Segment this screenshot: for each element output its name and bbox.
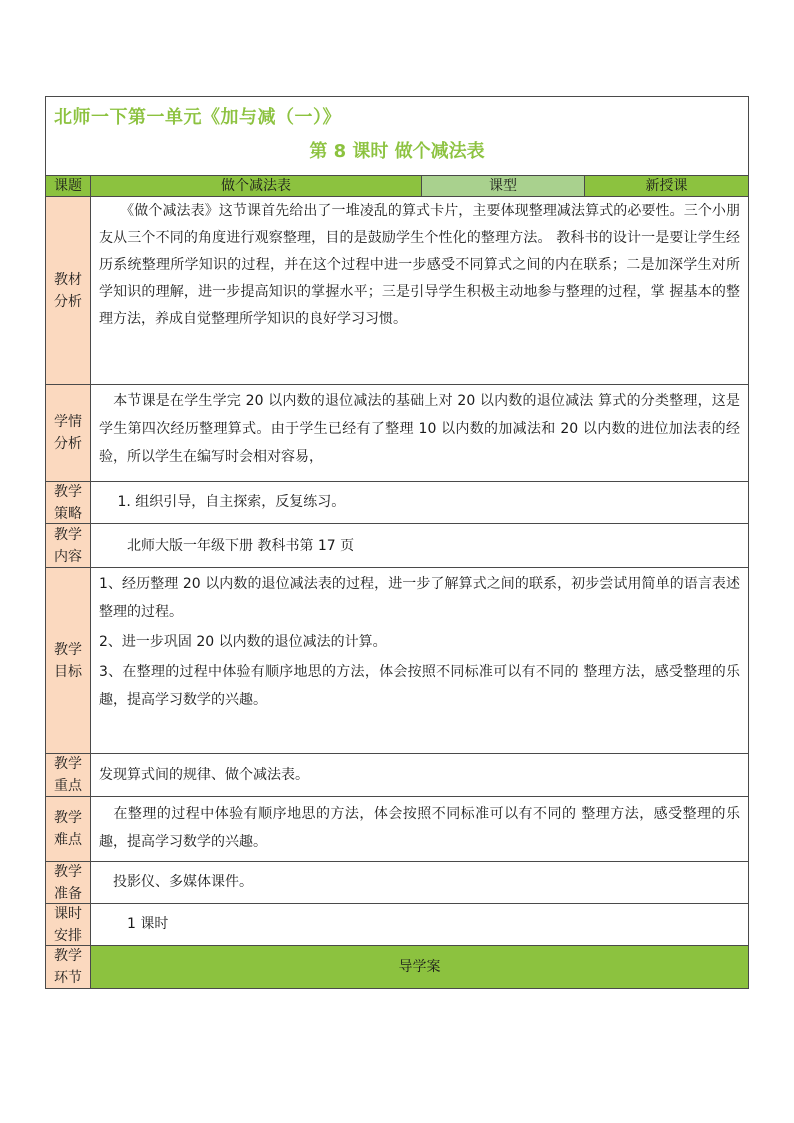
- section-content: [91, 524, 748, 567]
- section-paragraph: 发现算式间的规律、做个减法表。: [99, 767, 309, 783]
- section-paragraph: 1、经历整理 20 以内数的退位减法表的过程，进一步了解算式之间的联系，初步尝试用简单的语言表述整理的过程。: [99, 576, 740, 620]
- topic-value: 做个减法表: [91, 176, 422, 196]
- section-row-difficulties: [46, 797, 748, 862]
- section-content: [91, 797, 748, 861]
- topic-row: [46, 176, 748, 197]
- footer-label: 教学环节: [46, 946, 91, 988]
- section-label: 教学准备: [46, 862, 91, 903]
- section-label: 教学目标: [46, 568, 91, 753]
- section-content: [91, 482, 748, 523]
- unit-title: 北师一下第一单元《加与减（一）》: [54, 107, 341, 128]
- section-content: [91, 568, 748, 753]
- section-paragraph: 本节课是在学生学完 20 以内数的退位减法的基础上对 20 以内数的退位减法 算式的分类整理，这是学生第四次经历整理算式。由于学生已经有了整理 10 以内数的加减法和 20 以内数的进位加法表的经验，所以学生在编写时会相对容易，: [99, 393, 740, 465]
- section-paragraph: 投影仪、多媒体课件。: [99, 874, 253, 890]
- section-paragraph: 北师大版一年级下册 教科书第 17 页: [99, 538, 355, 554]
- section-label: 教学策略: [46, 482, 91, 523]
- section-paragraph: 1. 组织引导，自主探索，反复练习。: [99, 494, 346, 510]
- section-row-textbook-analysis: [46, 197, 748, 385]
- section-label: 教学内容: [46, 524, 91, 567]
- section-row-preparation: [46, 862, 748, 904]
- lesson-plan-table: [45, 96, 749, 989]
- title-block: [46, 97, 748, 176]
- section-label: 教学难点: [46, 797, 91, 861]
- section-label: 课时安排: [46, 904, 91, 945]
- section-row-strategy: [46, 482, 748, 524]
- section-row-content: [46, 524, 748, 568]
- type-label: 课型: [422, 176, 585, 196]
- section-row-key-points: [46, 754, 748, 797]
- section-paragraph: 在整理的过程中体验有顺序地思的方法，体会按照不同标准可以有不同的 整理方法，感受整理的乐趣，提高学习数学的兴趣。: [99, 806, 740, 850]
- section-row-objectives: [46, 568, 748, 754]
- topic-label: 课题: [46, 176, 91, 196]
- section-paragraph: 《做个减法表》这节课首先给出了一堆凌乱的算式卡片，主要体现整理减法算式的必要性。三个小朋友从三个不同的角度进行观察整理，目的是鼓励学生个性化的整理方法。 教科书的设计一是要让学生经历系统整理所学知识的过程，并在这个过程中进一步感受不同算式之间的内在联系；二是加深学生对所 学知识的理解，进一步提高知识的掌握水平；三是引导学生积极主动地参与整理的过程，掌 握基本的整理方法，养成自觉整理所学知识的良好学习习惯。: [99, 203, 740, 327]
- section-label: 学情分析: [46, 385, 91, 481]
- section-paragraph: 2、进一步巩固 20 以内数的退位减法的计算。: [99, 634, 387, 650]
- section-paragraph: 3、在整理的过程中体验有顺序地思的方法，体会按照不同标准可以有不同的 整理方法，感受整理的乐趣，提高学习数学的兴趣。: [99, 664, 740, 708]
- lesson-title: 第 8 课时 做个减法表: [309, 141, 485, 162]
- section-row-student-analysis: [46, 385, 748, 482]
- section-content: [91, 904, 748, 945]
- section-label: 教学重点: [46, 754, 91, 796]
- type-value: 新授课: [585, 176, 748, 196]
- section-content: [91, 197, 748, 384]
- section-content: [91, 385, 748, 481]
- footer-row: [46, 946, 748, 988]
- footer-value: 导学案: [91, 946, 748, 988]
- section-paragraph: 1 课时: [99, 916, 169, 932]
- section-label: 教材分析: [46, 197, 91, 384]
- section-content: [91, 754, 748, 796]
- section-content: [91, 862, 748, 903]
- section-row-schedule: [46, 904, 748, 946]
